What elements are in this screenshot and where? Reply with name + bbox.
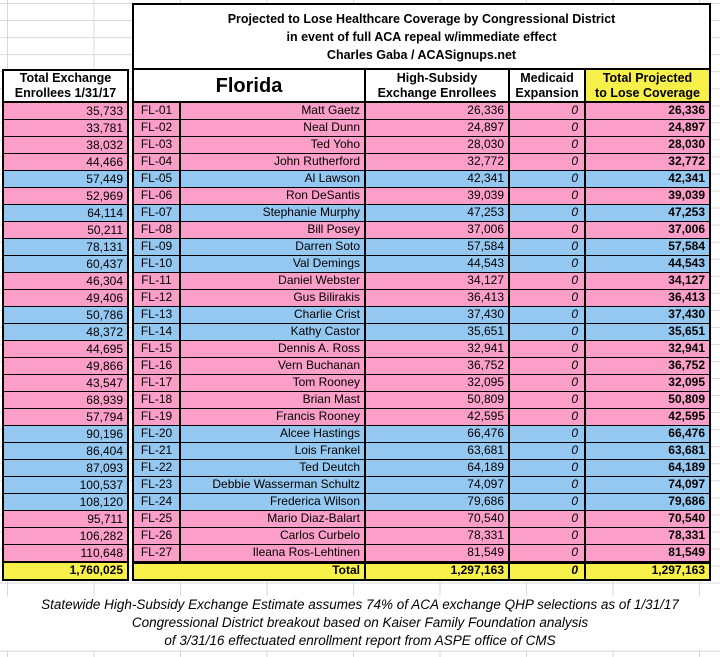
medicaid-cell[interactable]: 0: [510, 171, 586, 187]
district-cell[interactable]: FL-08: [134, 222, 181, 238]
table-row: [134, 120, 709, 137]
table-row: [134, 256, 709, 273]
table-row: [134, 222, 709, 239]
lose-coverage-cell[interactable]: 32,941: [668, 341, 705, 355]
coverage-loss-table: [132, 3, 711, 581]
representative-cell[interactable]: Mario Diaz-Balart: [181, 511, 366, 527]
medicaid-cell[interactable]: 0: [510, 273, 586, 289]
medicaid-cell[interactable]: 0: [510, 290, 586, 306]
table-row: [134, 528, 709, 545]
table-row: [134, 477, 709, 494]
state-header-cell[interactable]: [134, 70, 366, 101]
representative-cell[interactable]: Matt Gaetz: [181, 103, 366, 119]
medicaid-cell[interactable]: 0: [510, 188, 586, 204]
lose-coverage-cell[interactable]: 64,189: [668, 460, 705, 474]
district-cell[interactable]: FL-11: [134, 273, 181, 289]
footnote-line3: of 3/31/16 effectuated enrollment report from ASPE office of CMS: [164, 633, 556, 648]
high-subsidy-cell[interactable]: 47,253: [366, 205, 510, 221]
high-subsidy-header-cell[interactable]: [366, 70, 510, 101]
exchange-enrollees-cell[interactable]: 87,093: [4, 460, 127, 477]
medicaid-cell[interactable]: 0: [510, 154, 586, 170]
table-row: [134, 290, 709, 307]
high-subsidy-cell[interactable]: 66,476: [366, 426, 510, 442]
lose-coverage-cell[interactable]: 34,127: [668, 273, 705, 287]
exchange-enrollees-cell[interactable]: 100,537: [4, 477, 127, 494]
footnote-cell[interactable]: [0, 596, 720, 650]
total-label-cell[interactable]: Total: [134, 564, 366, 579]
representative-cell[interactable]: Val Demings: [181, 256, 366, 272]
medicaid-cell[interactable]: 0: [510, 375, 586, 391]
exchange-enrollees-cell[interactable]: 52,969: [4, 188, 127, 205]
exchange-enrollees-cell[interactable]: 44,466: [4, 154, 127, 171]
total-row: [134, 562, 709, 579]
high-subsidy-cell[interactable]: 26,336: [366, 103, 510, 119]
representative-cell[interactable]: Dennis A. Ross: [181, 341, 366, 357]
medicaid-expansion-header-cell[interactable]: [510, 70, 586, 101]
title-line3: Charles Gaba / ACASignups.net: [326, 47, 517, 62]
high-subsidy-cell[interactable]: 79,686: [366, 494, 510, 510]
medicaid-cell[interactable]: 0: [510, 392, 586, 408]
total-exchange-enrollees-panel: [2, 69, 129, 581]
table-row: [134, 103, 709, 120]
high-subsidy-cell[interactable]: 78,331: [366, 528, 510, 544]
high-subsidy-cell[interactable]: 70,540: [366, 511, 510, 527]
lose-coverage-cell[interactable]: 37,006: [668, 222, 705, 236]
table-row: [134, 341, 709, 358]
high-subsidy-cell[interactable]: 74,097: [366, 477, 510, 493]
high-subsidy-header-line2: Exchange Enrollees: [377, 85, 497, 100]
district-cell[interactable]: FL-17: [134, 375, 181, 391]
lose-coverage-cell[interactable]: 28,030: [668, 137, 705, 151]
footnote-line2: Congressional District breakout based on Kaiser Family Foundation analysis: [131, 615, 589, 630]
medicaid-cell[interactable]: 0: [510, 358, 586, 374]
total-projected-header-cell[interactable]: [586, 70, 709, 101]
representative-cell[interactable]: Ted Deutch: [181, 460, 366, 476]
representative-cell[interactable]: Neal Dunn: [181, 120, 366, 136]
lose-coverage-cell[interactable]: 79,686: [668, 494, 705, 508]
medicaid-cell[interactable]: 0: [510, 494, 586, 510]
table-row: [134, 460, 709, 477]
exchange-enrollees-cell[interactable]: 33,781: [4, 120, 127, 137]
exchange-enrollees-cell[interactable]: 106,282: [4, 528, 127, 545]
representative-cell[interactable]: Vern Buchanan: [181, 358, 366, 374]
table-row: [134, 188, 709, 205]
lose-coverage-cell[interactable]: 36,413: [668, 290, 705, 304]
table-row: [134, 545, 709, 562]
representative-cell[interactable]: Francis Rooney: [181, 409, 366, 425]
representative-cell[interactable]: Gus Bilirakis: [181, 290, 366, 306]
left-header-line1: Total Exchange: [19, 71, 112, 85]
table-row: [134, 426, 709, 443]
medicaid-cell[interactable]: 0: [510, 426, 586, 442]
title-line2: in event of full ACA repeal w/immediate effect: [286, 29, 557, 44]
exchange-enrollees-cell[interactable]: 60,437: [4, 256, 127, 273]
high-subsidy-cell[interactable]: 32,941: [366, 341, 510, 357]
table-row: [134, 375, 709, 392]
exchange-enrollees-cell[interactable]: 110,648: [4, 545, 127, 562]
lose-coverage-cell[interactable]: 36,752: [668, 358, 705, 372]
table-row: [134, 358, 709, 375]
table-row: [134, 494, 709, 511]
state-name: Florida: [215, 74, 283, 97]
total-exchange-enrollees-rows: [4, 103, 127, 562]
medicaid-cell[interactable]: 0: [510, 239, 586, 255]
left-header-line2: Enrollees 1/31/17: [14, 86, 117, 100]
medicaid-cell[interactable]: 0: [510, 120, 586, 136]
representative-cell[interactable]: Stephanie Murphy: [181, 205, 366, 221]
district-cell[interactable]: FL-19: [134, 409, 181, 425]
table-row: [134, 324, 709, 341]
high-subsidy-cell[interactable]: 64,189: [366, 460, 510, 476]
district-cell[interactable]: FL-02: [134, 120, 181, 136]
district-cell[interactable]: FL-04: [134, 154, 181, 170]
representative-cell[interactable]: Brian Mast: [181, 392, 366, 408]
medicaid-cell[interactable]: 0: [510, 528, 586, 544]
district-cell[interactable]: FL-09: [134, 239, 181, 255]
representative-cell[interactable]: Bill Posey: [181, 222, 366, 238]
exchange-enrollees-cell[interactable]: 49,866: [4, 358, 127, 375]
table-row: [134, 511, 709, 528]
exchange-enrollees-cell[interactable]: 49,406: [4, 290, 127, 307]
table-title-cell[interactable]: [134, 5, 709, 70]
medicaid-cell[interactable]: 0: [510, 222, 586, 238]
district-cell[interactable]: FL-06: [134, 188, 181, 204]
exchange-enrollees-cell[interactable]: 68,939: [4, 392, 127, 409]
district-cell[interactable]: FL-27: [134, 545, 181, 561]
table-row: [134, 392, 709, 409]
medicaid-cell[interactable]: 0: [510, 103, 586, 119]
representative-cell[interactable]: Frederica Wilson: [181, 494, 366, 510]
high-subsidy-cell[interactable]: 36,413: [366, 290, 510, 306]
representative-cell[interactable]: Carlos Curbelo: [181, 528, 366, 544]
high-subsidy-header-line1: High-Subsidy: [396, 70, 478, 85]
exchange-enrollees-cell[interactable]: 50,786: [4, 307, 127, 324]
medicaid-cell[interactable]: 0: [510, 205, 586, 221]
medicaid-cell[interactable]: 0: [510, 256, 586, 272]
representative-cell[interactable]: Daniel Webster: [181, 273, 366, 289]
district-cell[interactable]: FL-24: [134, 494, 181, 510]
lose-coverage-cell[interactable]: 35,651: [668, 324, 705, 338]
district-cell[interactable]: FL-23: [134, 477, 181, 493]
total-exchange-enrollees-header-cell[interactable]: [4, 71, 127, 103]
representative-cell[interactable]: Ileana Ros-Lehtinen: [181, 545, 366, 561]
high-subsidy-cell[interactable]: 28,030: [366, 137, 510, 153]
district-cell[interactable]: FL-16: [134, 358, 181, 374]
lose-coverage-cell[interactable]: 37,430: [668, 307, 705, 321]
medicaid-cell[interactable]: 0: [510, 545, 586, 561]
high-subsidy-cell[interactable]: 50,809: [366, 392, 510, 408]
high-subsidy-cell[interactable]: 35,651: [366, 324, 510, 340]
high-subsidy-cell[interactable]: 36,752: [366, 358, 510, 374]
lose-coverage-cell[interactable]: 66,476: [668, 426, 705, 440]
district-cell[interactable]: FL-13: [134, 307, 181, 323]
high-subsidy-cell[interactable]: 44,543: [366, 256, 510, 272]
representative-cell[interactable]: Charlie Crist: [181, 307, 366, 323]
district-cell[interactable]: FL-01: [134, 103, 181, 119]
representative-cell[interactable]: Al Lawson: [181, 171, 366, 187]
total-medicaid-cell[interactable]: 0: [510, 564, 586, 579]
high-subsidy-cell[interactable]: 39,039: [366, 188, 510, 204]
medicaid-cell[interactable]: 0: [510, 324, 586, 340]
district-rows: [134, 103, 709, 562]
exchange-enrollees-cell[interactable]: 43,547: [4, 375, 127, 392]
district-cell[interactable]: FL-20: [134, 426, 181, 442]
medicaid-cell[interactable]: 0: [510, 137, 586, 153]
high-subsidy-cell[interactable]: 81,549: [366, 545, 510, 561]
medicaid-cell[interactable]: 0: [510, 409, 586, 425]
exchange-enrollees-cell[interactable]: 57,794: [4, 409, 127, 426]
exchange-enrollees-cell[interactable]: 78,131: [4, 239, 127, 256]
high-subsidy-cell[interactable]: 37,430: [366, 307, 510, 323]
lose-coverage-cell[interactable]: 70,540: [668, 511, 705, 525]
medicaid-header-line1: Medicaid: [520, 70, 574, 85]
high-subsidy-cell[interactable]: 24,897: [366, 120, 510, 136]
high-subsidy-cell[interactable]: 37,006: [366, 222, 510, 238]
representative-cell[interactable]: Debbie Wasserman Schultz: [181, 477, 366, 493]
medicaid-cell[interactable]: 0: [510, 443, 586, 459]
lose-header-line1: Total Projected: [602, 70, 693, 85]
representative-cell[interactable]: Tom Rooney: [181, 375, 366, 391]
district-cell[interactable]: FL-10: [134, 256, 181, 272]
table-row: [134, 137, 709, 154]
exchange-enrollees-cell[interactable]: 90,196: [4, 426, 127, 443]
lose-coverage-cell[interactable]: 81,549: [668, 545, 705, 559]
representative-cell[interactable]: Darren Soto: [181, 239, 366, 255]
district-cell[interactable]: FL-18: [134, 392, 181, 408]
district-cell[interactable]: FL-12: [134, 290, 181, 306]
lose-coverage-cell[interactable]: 63,681: [668, 443, 705, 457]
representative-cell[interactable]: John Rutherford: [181, 154, 366, 170]
lose-coverage-cell[interactable]: 26,336: [668, 103, 705, 117]
lose-coverage-cell[interactable]: 57,584: [668, 239, 705, 253]
exchange-enrollees-cell[interactable]: 64,114: [4, 205, 127, 222]
district-cell[interactable]: FL-26: [134, 528, 181, 544]
column-header-row: [134, 70, 709, 103]
high-subsidy-cell[interactable]: 42,595: [366, 409, 510, 425]
exchange-enrollees-cell[interactable]: 35,733: [4, 103, 127, 120]
district-cell[interactable]: FL-21: [134, 443, 181, 459]
table-row: [134, 239, 709, 256]
lose-header-line2: to Lose Coverage: [595, 85, 700, 100]
exchange-enrollees-cell[interactable]: 57,449: [4, 171, 127, 188]
high-subsidy-cell[interactable]: 63,681: [366, 443, 510, 459]
table-row: [134, 443, 709, 460]
exchange-enrollees-cell[interactable]: 95,711: [4, 511, 127, 528]
lose-coverage-cell[interactable]: 39,039: [668, 188, 705, 202]
district-cell[interactable]: FL-05: [134, 171, 181, 187]
lose-coverage-cell[interactable]: 44,543: [668, 256, 705, 270]
medicaid-cell[interactable]: 0: [510, 477, 586, 493]
title-line1: Projected to Lose Healthcare Coverage by Congressional District: [227, 11, 616, 26]
exchange-enrollees-cell[interactable]: 108,120: [4, 494, 127, 511]
district-cell[interactable]: FL-14: [134, 324, 181, 340]
representative-cell[interactable]: Alcee Hastings: [181, 426, 366, 442]
total-exchange-enrollees-total-cell[interactable]: 1,760,025: [4, 562, 127, 579]
lose-coverage-cell[interactable]: 24,897: [668, 120, 705, 134]
medicaid-cell[interactable]: 0: [510, 511, 586, 527]
lose-coverage-cell[interactable]: 50,809: [668, 392, 705, 406]
high-subsidy-cell[interactable]: 32,095: [366, 375, 510, 391]
exchange-enrollees-cell[interactable]: 48,372: [4, 324, 127, 341]
district-cell[interactable]: FL-03: [134, 137, 181, 153]
representative-cell[interactable]: Ted Yoho: [181, 137, 366, 153]
table-row: [134, 171, 709, 188]
medicaid-cell[interactable]: 0: [510, 460, 586, 476]
exchange-enrollees-cell[interactable]: 86,404: [4, 443, 127, 460]
high-subsidy-cell[interactable]: 42,341: [366, 171, 510, 187]
district-cell[interactable]: FL-22: [134, 460, 181, 476]
total-lose-coverage-cell[interactable]: 1,297,163: [651, 564, 705, 577]
lose-coverage-cell[interactable]: 32,772: [668, 154, 705, 168]
lose-coverage-cell[interactable]: 42,595: [668, 409, 705, 423]
table-row: [134, 205, 709, 222]
total-high-subsidy-cell[interactable]: 1,297,163: [366, 564, 510, 579]
high-subsidy-cell[interactable]: 34,127: [366, 273, 510, 289]
table-row: [134, 273, 709, 290]
table-row: [134, 307, 709, 324]
high-subsidy-cell[interactable]: 32,772: [366, 154, 510, 170]
district-cell[interactable]: FL-25: [134, 511, 181, 527]
footnote-line1: Statewide High-Subsidy Exchange Estimate assumes 74% of ACA exchange QHP selections as of 1/31/17: [41, 597, 679, 612]
medicaid-cell[interactable]: 0: [510, 307, 586, 323]
table-row: [134, 409, 709, 426]
exchange-enrollees-cell[interactable]: 50,211: [4, 222, 127, 239]
lose-coverage-cell[interactable]: 74,097: [668, 477, 705, 491]
exchange-enrollees-cell[interactable]: 38,032: [4, 137, 127, 154]
lose-coverage-cell[interactable]: 47,253: [668, 205, 705, 219]
representative-cell[interactable]: Lois Frankel: [181, 443, 366, 459]
table-row: [134, 154, 709, 171]
district-cell[interactable]: FL-15: [134, 341, 181, 357]
medicaid-header-line2: Expansion: [515, 85, 579, 100]
exchange-enrollees-cell[interactable]: 44,695: [4, 341, 127, 358]
high-subsidy-cell[interactable]: 57,584: [366, 239, 510, 255]
representative-cell[interactable]: Kathy Castor: [181, 324, 366, 340]
district-cell[interactable]: FL-07: [134, 205, 181, 221]
medicaid-cell[interactable]: 0: [510, 341, 586, 357]
lose-coverage-cell[interactable]: 42,341: [668, 171, 705, 185]
exchange-enrollees-cell[interactable]: 46,304: [4, 273, 127, 290]
representative-cell[interactable]: Ron DeSantis: [181, 188, 366, 204]
lose-coverage-cell[interactable]: 78,331: [668, 528, 705, 542]
lose-coverage-cell[interactable]: 32,095: [668, 375, 705, 389]
